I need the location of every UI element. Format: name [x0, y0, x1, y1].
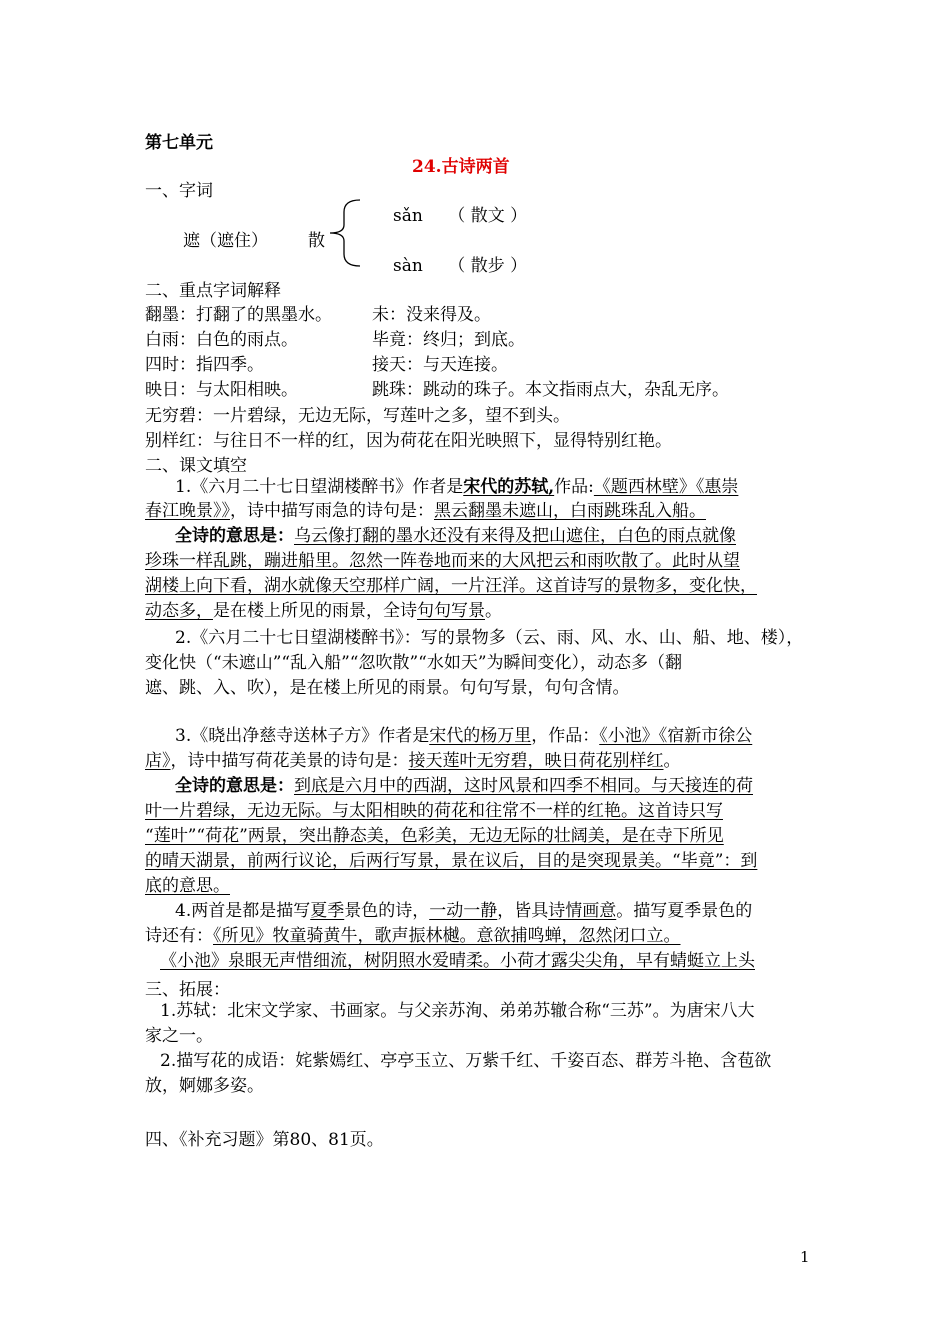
- poem1-meaning: 全诗的意思是：乌云像打翻的墨水还没有来得及把山遮住，白色的雨点就像: [175, 526, 736, 546]
- section-exercise-heading: 四、《补充习题》第80、81页。: [145, 1130, 384, 1150]
- extension-line: 1.苏轼：北宋文学家、书画家。与父亲苏洵、弟弟苏辙合称“三苏”。为唐宋八大: [160, 1001, 755, 1021]
- vocab-word: 遮（遮住）: [183, 231, 268, 251]
- section-extension-heading: 三、拓展：: [145, 980, 230, 1000]
- poem1-meaning: 湖楼上向下看，湖水就像天空那样广阔，一片汪洋。这首诗写的景物多，变化快，: [145, 576, 757, 596]
- poem1-meaning: 动态多，是在楼上所见的雨景，全诗句句写景。: [145, 601, 502, 621]
- page-number: 1: [800, 1248, 810, 1266]
- extension-line: 2.描写花的成语：姹紫嫣红、亭亭玉立、万紫千红、千姿百态、群芳斗艳、含苞欲: [160, 1051, 772, 1071]
- keyword-def: 翻墨：打翻了的黑墨水。: [145, 305, 332, 325]
- keyword-def: 跳珠：跳动的珠子。本文指雨点大，杂乱无序。: [372, 380, 729, 400]
- poem1-line: 春江晚景》》，诗中描写雨急的诗句是：黑云翻墨未遮山，白雨跳珠乱入船。: [145, 501, 706, 521]
- poem2-meaning: 的晴天湖景，前两行议论，后两行写景，景在议后，目的是突现景美。“毕竟”：到: [145, 851, 758, 871]
- unit-title: 第七单元: [145, 133, 213, 153]
- keyword-def: 无穷碧：一片碧绿，无边无际，写莲叶之多，望不到头。: [145, 406, 570, 426]
- poem1-analysis: 2.《六月二十七日望湖楼醉书》：写的景物多（云、雨、风、水、山、船、地、楼），: [175, 628, 804, 648]
- poem2-meaning: 全诗的意思是：到底是六月中的西湖，这时风景和四季不相同。与天接连的荷: [175, 776, 753, 796]
- brace-icon: [328, 198, 362, 268]
- summary-line: 《小池》泉眼无声惜细流，树阴照水爱晴柔。小荷才露尖尖角，早有蜻蜓立上头: [160, 951, 755, 971]
- poem1-analysis: 变化快（“未遮山”“乱入船”“忽吹散”“水如天”为瞬间变化），动态多（翻: [145, 653, 683, 673]
- keyword-def: 别样红：与往日不一样的红，因为荷花在阳光映照下，显得特别红艳。: [145, 431, 672, 451]
- poem2-meaning: “莲叶”“荷花”两景，突出静态美，色彩美，无边无际的壮阔美，是在寺下所见: [145, 826, 724, 846]
- poem1-line: 1.《六月二十七日望湖楼醉书》作者是宋代的苏轼,作品:《题西林壁》《惠崇: [175, 477, 739, 497]
- summary-line: 诗还有：《所见》牧童骑黄牛，歌声振林樾。意欲捕鸣蝉，忽然闭口立。: [145, 926, 681, 946]
- keyword-def: 未：没来得及。: [372, 305, 491, 325]
- summary-line: 4.两首是都是描写夏季景色的诗，一动一静，皆具诗情画意。描写夏季景色的: [175, 901, 753, 921]
- poem2-meaning: 叶一片碧绿，无边无际。与太阳相映的荷花和往常不一样的红艳。这首诗只写: [145, 801, 723, 821]
- poem1-analysis: 遮、跳、入、吹），是在楼上所见的雨景。句句写景，句句含情。: [145, 678, 630, 698]
- polyphone-char: 散: [308, 231, 325, 251]
- lesson-title: 24.古诗两首: [412, 157, 510, 177]
- section-vocab-heading: 一、字词: [145, 181, 213, 201]
- keyword-def: 接天：与天连接。: [372, 355, 508, 375]
- section-keywords-heading: 二、重点字词解释: [145, 281, 281, 301]
- extension-line: 家之一。: [145, 1026, 213, 1046]
- keyword-def: 毕竟：终归；到底。: [372, 330, 525, 350]
- poem1-meaning: 珍珠一样乱跳，蹦进船里。忽然一阵卷地而来的大风把云和雨吹散了。此时从望: [145, 551, 740, 571]
- extension-line: 放，婀娜多姿。: [145, 1076, 264, 1096]
- keyword-def: 白雨：白色的雨点。: [145, 330, 298, 350]
- keyword-def: 四时：指四季。: [145, 355, 264, 375]
- reading-2: sàn （ 散步 ）: [393, 256, 528, 276]
- section-fill-heading: 二、课文填空: [145, 456, 247, 476]
- poem2-meaning: 底的意思。: [145, 876, 230, 896]
- poem2-line: 店》，诗中描写荷花美景的诗句是：接天莲叶无穷碧，映日荷花别样红。: [145, 751, 681, 771]
- reading-1: sǎn （ 散文 ）: [393, 206, 528, 226]
- keyword-def: 映日：与太阳相映。: [145, 380, 298, 400]
- poem2-line: 3.《晓出净慈寺送林子方》作者是宋代的杨万里，作品：《小池》《宿新市徐公: [175, 726, 753, 746]
